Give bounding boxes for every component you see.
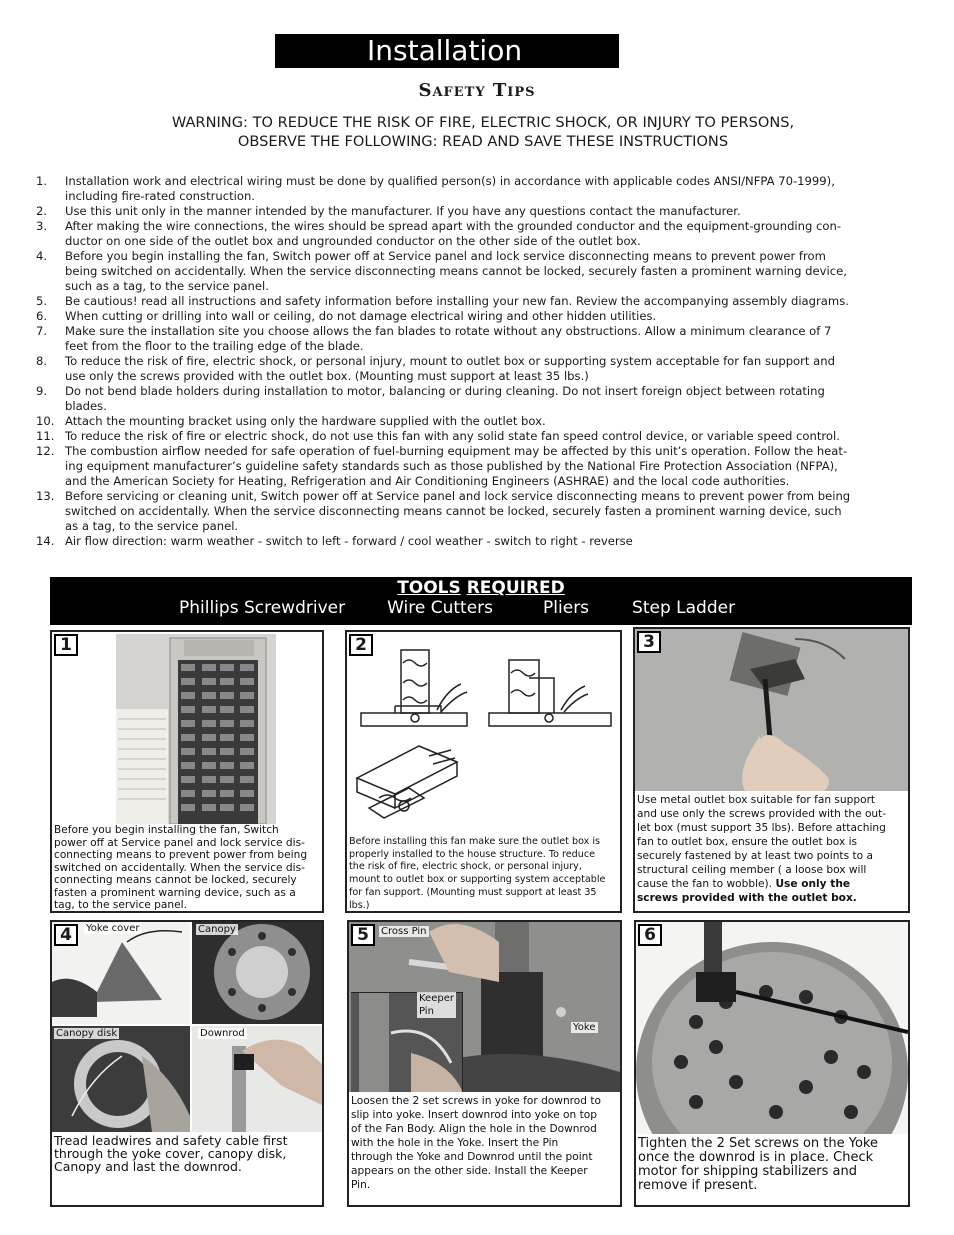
caption-line: motor for shipping stabilizers and: [638, 1164, 857, 1179]
caption-line: Pin.: [351, 1179, 371, 1191]
step-2-caption: [349, 836, 619, 912]
service-panel-photo: [116, 634, 276, 824]
step-6-caption: [638, 1137, 908, 1193]
downrod-label: Downrod: [200, 1028, 245, 1039]
caption-bold-line: Use only the: [775, 878, 851, 890]
safety-tip-item: [36, 534, 926, 549]
tip-line: feet from the floor to the trailing edge of the blade.: [65, 339, 364, 353]
caption-line: Before you begin installing the fan, Switch: [54, 824, 279, 836]
step-4-caption: [54, 1134, 322, 1173]
step-2-panel: [345, 630, 622, 913]
safety-tip-item: [36, 294, 926, 309]
caption-line: Before installing this fan make sure the outlet box is: [349, 836, 601, 847]
caption-line: connecting means cannot be locked, securely: [54, 874, 297, 886]
tools-list: [179, 598, 735, 618]
caption-line: through the yoke cover, canopy disk,: [54, 1146, 287, 1161]
tool-item: Step Ladder: [632, 598, 736, 618]
caption-bold-line: screws provided with the outlet box.: [637, 892, 857, 904]
caption-line: switched on accidentally. When the service dis-: [54, 861, 305, 874]
caption-line: structural ceiling member ( a loose box will: [637, 864, 867, 876]
tip-line: Before you begin installing the fan, Switch power off at Service panel and lock service disconnecting means to prevent power from: [65, 249, 826, 263]
caption-line: Canopy and last the downrod.: [54, 1159, 242, 1174]
tip-number: 3.: [36, 219, 48, 233]
safety-tip-item: [36, 354, 926, 384]
tip-line: Do not bend blade holders during installation to motor, balancing or during cleaning. Do not insert foreign object between rotating: [65, 384, 825, 398]
tip-line: Be cautious! read all instructions and safety information before installing your new fan. Review the accompanying assembly diagrams.: [65, 294, 849, 308]
step-1-panel: [50, 630, 324, 913]
tools-title: TOOLS REQUIRED: [397, 578, 565, 598]
outlet-box-diagram: [349, 638, 619, 834]
caption-line: let box (must support 35 lbs). Before attaching: [637, 822, 886, 834]
tip-line: being switched on accidentally. When the service disconnecting means cannot be locked, securely fasten a prominent warning device,: [65, 264, 847, 278]
caption-line: cause the fan to wobble).: [637, 878, 773, 890]
tool-item: Wire Cutters: [387, 598, 494, 618]
step-1-caption: [54, 824, 320, 912]
tip-line: Make sure the installation site you choose allows the fan blades to rotate without any obstructions. Allow a minimum clearance of 7: [65, 324, 832, 338]
warning-line-2: OBSERVE THE FOLLOWING: READ AND SAVE THESE INSTRUCTIONS: [237, 133, 729, 150]
tip-line: Air flow direction: warm weather - switch to left - forward / cool weather - switch to right - reverse: [65, 534, 633, 548]
tip-number: 4.: [36, 249, 48, 263]
caption-line: with the hole in the Yoke. Insert the Pin: [351, 1137, 559, 1149]
step-5-caption: [351, 1094, 619, 1192]
safety-tip-item: [36, 489, 926, 534]
caption-line: fasten a prominent warning device, such as a: [54, 886, 296, 899]
step-number: 3: [637, 631, 661, 653]
safety-tips-list: [36, 174, 926, 549]
safety-tip-item: [36, 324, 926, 354]
tip-number: 7.: [36, 324, 48, 338]
tip-line: use only the screws provided with the outlet box. (Mounting must support at least 35 lbs.): [65, 369, 589, 383]
safety-tip-item: [36, 414, 926, 429]
tip-number: 2.: [36, 204, 48, 218]
keeper-pin-label: Keeper Pin: [419, 993, 454, 1017]
tip-line: Attach the mounting bracket using only the hardware supplied with the outlet box.: [65, 414, 546, 428]
motor-housing-photo: [636, 922, 908, 1134]
tip-line: as a tag, to the service panel.: [65, 519, 239, 533]
caption-line: properly installed to the house structure. To reduce: [349, 848, 596, 860]
safety-tip-item: [36, 309, 926, 324]
caption-line: remove if present.: [638, 1178, 758, 1193]
step-3-panel: [633, 627, 910, 913]
caption-line: of the Fan Body. Align the hole in the Downrod: [351, 1123, 597, 1135]
step-number: 6: [638, 924, 662, 946]
tools-required-bar: [50, 577, 912, 625]
tip-line: After making the wire connections, the wires should be spread apart with the grounded conductor and the equipment-grounding con-: [65, 219, 842, 233]
tip-line: such as a tag, to the service panel.: [65, 279, 269, 293]
tip-number: 10.: [36, 414, 55, 428]
tip-number: 11.: [36, 429, 55, 443]
tip-line: switched on accidentally. When the service disconnecting means cannot be locked, securely fasten a prominent warning device, such: [65, 504, 842, 518]
caption-line: lbs.): [349, 899, 370, 911]
tip-number: 12.: [36, 444, 55, 458]
caption-line: Loosen the 2 set screws in yoke for downrod to: [351, 1095, 602, 1107]
canopy-disk-photo: [52, 1026, 190, 1132]
step-number: 4: [54, 924, 78, 946]
caption-line: slip into yoke. Insert downrod into yoke on top: [351, 1109, 597, 1121]
safety-tip-item: [36, 444, 926, 489]
step-number: 2: [349, 634, 373, 656]
tool-item: Pliers: [543, 598, 590, 618]
yoke-cover-label: Yoke cover: [86, 923, 140, 934]
downrod-photo: [192, 1026, 324, 1132]
tip-line: ing equipment manufacturer’s guideline safety standards such as those published by the National Fire Protection Association (NFPA),: [65, 459, 838, 473]
tool-item: Phillips Screwdriver: [179, 598, 346, 618]
caption-line: securely fastened by at least two points to a: [637, 850, 873, 862]
caption-line: tag, to the service panel.: [54, 899, 187, 911]
caption-line: the risk of fire, electric shock, or personal injury,: [349, 861, 582, 873]
tip-number: 8.: [36, 354, 48, 368]
tip-line: To reduce the risk of fire, electric shock, or personal injury, mount to outlet box or supporting system acceptable for fan support and: [65, 354, 835, 368]
tip-line: Before servicing or cleaning unit, Switch power off at Service panel and lock service disconnecting means to prevent power from being: [65, 489, 851, 503]
safety-tip-item: [36, 384, 926, 414]
page-title: Installation: [275, 34, 619, 68]
caption-line: appears on the other side. Install the Keeper: [351, 1165, 588, 1177]
tip-number: 14.: [36, 534, 55, 548]
warning-line-1: WARNING: TO REDUCE THE RISK OF FIRE, ELECTRIC SHOCK, OR INJURY TO PERSONS,: [171, 114, 795, 131]
step-6-panel: [634, 920, 910, 1207]
caption-line: Tighten the 2 Set screws on the Yoke: [638, 1136, 878, 1151]
caption-line: power off at Service panel and lock service dis-: [54, 836, 305, 849]
caption-line: for fan support. (Mounting must support at least 35: [349, 886, 597, 898]
tip-line: The combustion airflow needed for safe operation of fuel-burning equipment may be affected by this unit’s operation. Follow the heat-: [65, 444, 848, 458]
tip-number: 6.: [36, 309, 48, 323]
yoke-label: Yoke: [573, 1022, 596, 1033]
cross-pin-label: Cross Pin: [381, 926, 427, 937]
tip-line: blades.: [65, 399, 107, 413]
step-5-panel: [347, 920, 622, 1207]
section-subtitle: Safety Tips: [418, 80, 536, 101]
tip-line: including fire-rated construction.: [65, 189, 255, 203]
caption-line: through the Yoke and Downrod until the point: [351, 1151, 593, 1163]
safety-tip-item: [36, 174, 926, 204]
caption-line: Use metal outlet box suitable for fan support: [637, 794, 876, 806]
canopy-disk-label: Canopy disk: [56, 1028, 118, 1039]
tip-line: ductor on one side of the outlet box and ungrounded conductor on the other side of the outlet box.: [65, 234, 641, 248]
step-4-panel: [50, 920, 324, 1207]
caption-line: once the downrod is in place. Check: [638, 1150, 874, 1165]
caption-line: mount to outlet box or supporting system acceptable: [349, 874, 606, 886]
caption-line: fan to outlet box, ensure the outlet box is: [637, 836, 858, 848]
safety-tip-item: [36, 429, 926, 444]
tip-line: To reduce the risk of fire or electric shock, do not use this fan with any solid state fan speed control device, or variable speed control.: [65, 429, 840, 443]
step-3-caption: [637, 793, 907, 905]
safety-tip-item: [36, 204, 926, 219]
canopy-label: Canopy: [198, 924, 236, 935]
tip-number: 9.: [36, 384, 48, 398]
tip-line: and the American Society for Heating, Refrigeration and Air Conditioning Engineers (ASHRAE) and the local code authorities.: [65, 474, 790, 488]
tip-line: Use this unit only in the manner intended by the manufacturer. If you have any questions contact the manufacturer.: [65, 204, 741, 218]
caption-line: and use only the screws provided with the out-: [637, 808, 887, 820]
safety-tip-item: [36, 219, 926, 249]
tip-line: When cutting or drilling into wall or ceiling, do not damage electrical wiring and other hidden utilities.: [65, 309, 657, 323]
outlet-box-photo: [635, 629, 908, 791]
tip-line: Installation work and electrical wiring must be done by qualified person(s) in accordance with applicable codes ANSI/NFPA 70-1999),: [65, 174, 835, 188]
tip-number: 1.: [36, 174, 48, 188]
canopy-photo: [192, 922, 324, 1024]
safety-tip-item: [36, 249, 926, 294]
caption-line: connecting means to prevent power from being: [54, 849, 308, 861]
step-number: 5: [351, 924, 375, 946]
caption-line: Tread leadwires and safety cable first: [54, 1133, 288, 1148]
tip-number: 5.: [36, 294, 48, 308]
step-number: 1: [54, 634, 78, 656]
tip-number: 13.: [36, 489, 55, 503]
